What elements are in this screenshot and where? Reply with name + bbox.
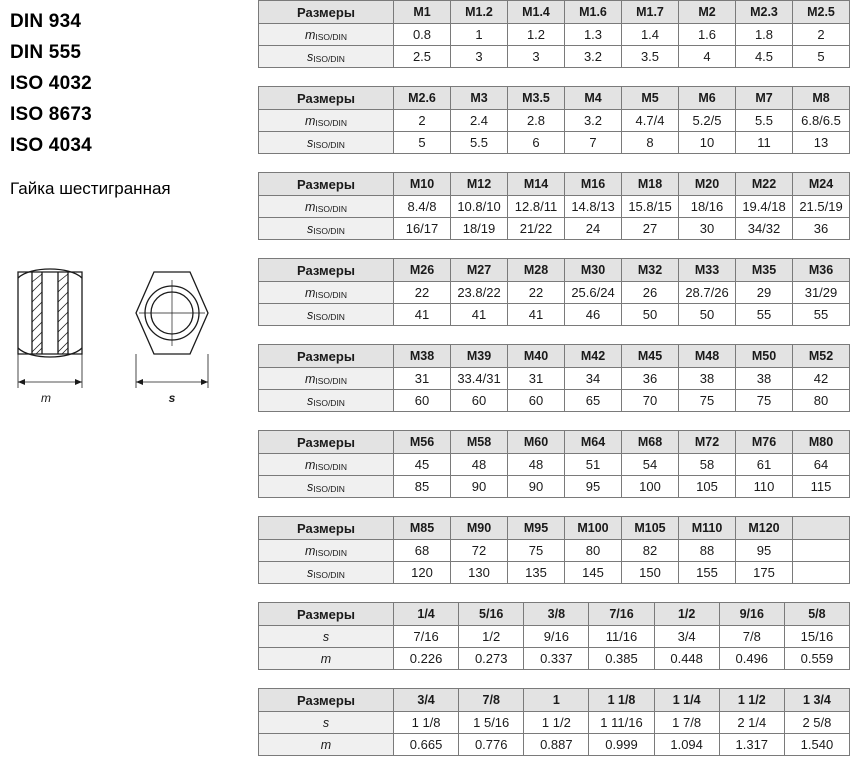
- dimension-table: [258, 86, 850, 154]
- table-cell: 45: [394, 454, 451, 476]
- column-header: M24: [793, 173, 850, 196]
- table-row: [259, 562, 850, 584]
- table-cell: 34: [565, 368, 622, 390]
- column-header: M58: [451, 431, 508, 454]
- table-cell: 26: [622, 282, 679, 304]
- table-cell: 115: [793, 476, 850, 498]
- table-cell: 28.7/26: [679, 282, 736, 304]
- table-cell: 5.5: [451, 132, 508, 154]
- table-header-row: [259, 603, 850, 626]
- table-cell: 54: [622, 454, 679, 476]
- column-header: 1/2: [654, 603, 719, 626]
- dimension-table: [258, 258, 850, 326]
- column-header: M7: [736, 87, 793, 110]
- row-label: mISO/DIN: [259, 282, 394, 304]
- column-header: M1.7: [622, 1, 679, 24]
- table-cell: 64: [793, 454, 850, 476]
- dimension-table: [258, 688, 850, 756]
- table-cell: 3/4: [654, 626, 719, 648]
- table-cell: 31: [394, 368, 451, 390]
- table-cell: 95: [565, 476, 622, 498]
- table-cell: 27: [622, 218, 679, 240]
- dimension-table: [258, 172, 850, 240]
- column-header: M1.2: [451, 1, 508, 24]
- column-header: M68: [622, 431, 679, 454]
- column-header: M38: [394, 345, 451, 368]
- table-cell: 1.6: [679, 24, 736, 46]
- column-header: M120: [736, 517, 793, 540]
- table-cell: 75: [679, 390, 736, 412]
- row-label: m: [259, 734, 394, 756]
- table-row: [259, 110, 850, 132]
- table-cell: 19.4/18: [736, 196, 793, 218]
- column-header: 3/8: [524, 603, 589, 626]
- table-cell: 0.8: [394, 24, 451, 46]
- table-row: [259, 24, 850, 46]
- hex-nut-drawing: [8, 242, 240, 412]
- table-cell: 80: [565, 540, 622, 562]
- table-cell: 1 7/8: [654, 712, 719, 734]
- table-cell: 2: [394, 110, 451, 132]
- column-header: M36: [793, 259, 850, 282]
- table-cell: [793, 540, 850, 562]
- table-cell: 6: [508, 132, 565, 154]
- table-cell: 0.385: [589, 648, 654, 670]
- row-label: s: [259, 626, 394, 648]
- column-header: M1: [394, 1, 451, 24]
- table-cell: 10.8/10: [451, 196, 508, 218]
- table-cell: 4.5: [736, 46, 793, 68]
- table-cell: 85: [394, 476, 451, 498]
- row-label: sISO/DIN: [259, 46, 394, 68]
- table-cell: 10: [679, 132, 736, 154]
- table-cell: 3: [508, 46, 565, 68]
- left-info-panel: [0, 0, 250, 716]
- table-cell: 90: [451, 476, 508, 498]
- dimension-table: [258, 430, 850, 498]
- table-header-row: [259, 431, 850, 454]
- table-header-row: [259, 345, 850, 368]
- table-cell: 38: [679, 368, 736, 390]
- table-cell: 13: [793, 132, 850, 154]
- row-label: mISO/DIN: [259, 368, 394, 390]
- standard-item: ISO 4032: [10, 73, 92, 94]
- table-cell: 82: [622, 540, 679, 562]
- column-header: M64: [565, 431, 622, 454]
- column-header: M80: [793, 431, 850, 454]
- row-label: sISO/DIN: [259, 562, 394, 584]
- table-cell: 12.8/11: [508, 196, 565, 218]
- table-cell: 5.2/5: [679, 110, 736, 132]
- column-header: M2.5: [793, 1, 850, 24]
- table-row: [259, 282, 850, 304]
- table-cell: 3.5: [622, 46, 679, 68]
- table-cell: 11/16: [589, 626, 654, 648]
- table-header-row: [259, 689, 850, 712]
- table-cell: 60: [394, 390, 451, 412]
- column-header: M18: [622, 173, 679, 196]
- column-header: 1 1/4: [654, 689, 719, 712]
- table-cell: 75: [508, 540, 565, 562]
- table-cell: 21.5/19: [793, 196, 850, 218]
- column-header: 1: [524, 689, 589, 712]
- row-label: mISO/DIN: [259, 24, 394, 46]
- table-cell: 0.337: [524, 648, 589, 670]
- column-header: M105: [622, 517, 679, 540]
- column-header: M60: [508, 431, 565, 454]
- table-row: [259, 304, 850, 326]
- table-cell: 80: [793, 390, 850, 412]
- column-header: M45: [622, 345, 679, 368]
- table-cell: 105: [679, 476, 736, 498]
- table-cell: 100: [622, 476, 679, 498]
- table-cell: 1.3: [565, 24, 622, 46]
- column-header: M95: [508, 517, 565, 540]
- column-header: M5: [622, 87, 679, 110]
- table-cell: 95: [736, 540, 793, 562]
- table-cell: 1/2: [459, 626, 524, 648]
- table-cell: 7: [565, 132, 622, 154]
- table-cell: 7/8: [719, 626, 784, 648]
- table-cell: 90: [508, 476, 565, 498]
- dimension-table: [258, 602, 850, 670]
- table-header-label: Размеры: [259, 1, 394, 24]
- table-cell: 58: [679, 454, 736, 476]
- column-header: M33: [679, 259, 736, 282]
- table-cell: 34/32: [736, 218, 793, 240]
- column-header: M27: [451, 259, 508, 282]
- table-cell: 60: [508, 390, 565, 412]
- column-header: M76: [736, 431, 793, 454]
- table-header-label: Размеры: [259, 259, 394, 282]
- column-header: M50: [736, 345, 793, 368]
- standards-list: [0, 0, 250, 161]
- table-row: [259, 454, 850, 476]
- row-label: sISO/DIN: [259, 132, 394, 154]
- table-cell: 29: [736, 282, 793, 304]
- table-row: [259, 218, 850, 240]
- table-cell: 1.4: [622, 24, 679, 46]
- table-cell: 130: [451, 562, 508, 584]
- row-label: sISO/DIN: [259, 304, 394, 326]
- column-header: M22: [736, 173, 793, 196]
- table-cell: 65: [565, 390, 622, 412]
- table-row: [259, 368, 850, 390]
- column-header: M6: [679, 87, 736, 110]
- column-header: M1.6: [565, 1, 622, 24]
- column-header: [793, 517, 850, 540]
- table-cell: 5: [793, 46, 850, 68]
- table-header-label: Размеры: [259, 87, 394, 110]
- table-cell: 50: [679, 304, 736, 326]
- row-label: sISO/DIN: [259, 476, 394, 498]
- table-cell: 15.8/15: [622, 196, 679, 218]
- row-label: mISO/DIN: [259, 540, 394, 562]
- table-cell: 22: [394, 282, 451, 304]
- table-header-label: Размеры: [259, 173, 394, 196]
- column-header: M56: [394, 431, 451, 454]
- hex-nut-drawing-svg: [8, 242, 240, 412]
- table-cell: 3: [451, 46, 508, 68]
- table-cell: 68: [394, 540, 451, 562]
- column-header: M2.3: [736, 1, 793, 24]
- table-row: [259, 46, 850, 68]
- table-cell: 6.8/6.5: [793, 110, 850, 132]
- table-cell: 60: [451, 390, 508, 412]
- column-header: M30: [565, 259, 622, 282]
- table-cell: 7/16: [394, 626, 459, 648]
- column-header: M42: [565, 345, 622, 368]
- table-cell: 3.2: [565, 46, 622, 68]
- table-cell: 1 1/8: [394, 712, 459, 734]
- table-row: [259, 734, 850, 756]
- table-cell: 110: [736, 476, 793, 498]
- table-cell: 0.999: [589, 734, 654, 756]
- table-cell: 1: [451, 24, 508, 46]
- table-cell: 2.5: [394, 46, 451, 68]
- column-header: M110: [679, 517, 736, 540]
- table-cell: 0.448: [654, 648, 719, 670]
- table-cell: 155: [679, 562, 736, 584]
- table-cell: 11: [736, 132, 793, 154]
- table-cell: 14.8/13: [565, 196, 622, 218]
- column-header: M20: [679, 173, 736, 196]
- table-cell: 88: [679, 540, 736, 562]
- column-header: M3: [451, 87, 508, 110]
- table-cell: 72: [451, 540, 508, 562]
- table-row: [259, 626, 850, 648]
- table-cell: 16/17: [394, 218, 451, 240]
- column-header: M52: [793, 345, 850, 368]
- table-cell: 0.496: [719, 648, 784, 670]
- standard-item: ISO 8673: [10, 104, 92, 125]
- column-header: 9/16: [719, 603, 784, 626]
- table-cell: 48: [508, 454, 565, 476]
- column-header: M39: [451, 345, 508, 368]
- table-cell: [793, 562, 850, 584]
- column-header: M40: [508, 345, 565, 368]
- table-cell: 46: [565, 304, 622, 326]
- column-header: M10: [394, 173, 451, 196]
- table-cell: 0.665: [394, 734, 459, 756]
- table-cell: 135: [508, 562, 565, 584]
- row-label: sISO/DIN: [259, 218, 394, 240]
- table-cell: 18/16: [679, 196, 736, 218]
- table-cell: 8.4/8: [394, 196, 451, 218]
- table-cell: 1 11/16: [589, 712, 654, 734]
- dimension-label-s: s: [168, 391, 176, 405]
- column-header: M85: [394, 517, 451, 540]
- table-cell: 1.540: [784, 734, 849, 756]
- table-cell: 8: [622, 132, 679, 154]
- table-cell: 120: [394, 562, 451, 584]
- table-cell: 5: [394, 132, 451, 154]
- table-cell: 31: [508, 368, 565, 390]
- table-cell: 175: [736, 562, 793, 584]
- standard-item: DIN 934: [10, 11, 82, 32]
- table-cell: 1.2: [508, 24, 565, 46]
- dimension-label-m: m: [41, 391, 51, 405]
- table-cell: 0.273: [459, 648, 524, 670]
- table-cell: 41: [394, 304, 451, 326]
- column-header: M100: [565, 517, 622, 540]
- table-cell: 25.6/24: [565, 282, 622, 304]
- row-label: sISO/DIN: [259, 390, 394, 412]
- table-row: [259, 196, 850, 218]
- table-cell: 5.5: [736, 110, 793, 132]
- table-cell: 51: [565, 454, 622, 476]
- row-label: mISO/DIN: [259, 454, 394, 476]
- table-cell: 1.094: [654, 734, 719, 756]
- column-header: M12: [451, 173, 508, 196]
- table-cell: 0.776: [459, 734, 524, 756]
- row-label: mISO/DIN: [259, 110, 394, 132]
- table-row: [259, 132, 850, 154]
- row-label: s: [259, 712, 394, 734]
- table-cell: 0.226: [394, 648, 459, 670]
- table-header-row: [259, 517, 850, 540]
- table-row: [259, 648, 850, 670]
- column-header: 1 1/2: [719, 689, 784, 712]
- dimension-tables: [258, 0, 854, 774]
- table-header-label: Размеры: [259, 517, 394, 540]
- table-cell: 61: [736, 454, 793, 476]
- column-header: M32: [622, 259, 679, 282]
- dimension-table: [258, 0, 850, 68]
- standard-item: DIN 555: [10, 42, 82, 63]
- column-header: M35: [736, 259, 793, 282]
- column-header: M26: [394, 259, 451, 282]
- table-cell: 41: [451, 304, 508, 326]
- table-cell: 2 1/4: [719, 712, 784, 734]
- column-header: 7/8: [459, 689, 524, 712]
- column-header: M14: [508, 173, 565, 196]
- column-header: 1 3/4: [784, 689, 849, 712]
- column-header: M16: [565, 173, 622, 196]
- table-cell: 4: [679, 46, 736, 68]
- dimension-table: [258, 344, 850, 412]
- table-cell: 55: [793, 304, 850, 326]
- table-cell: 21/22: [508, 218, 565, 240]
- table-cell: 50: [622, 304, 679, 326]
- table-cell: 1.317: [719, 734, 784, 756]
- table-cell: 24: [565, 218, 622, 240]
- table-header-label: Размеры: [259, 431, 394, 454]
- table-cell: 1 5/16: [459, 712, 524, 734]
- table-header-row: [259, 1, 850, 24]
- table-cell: 2.8: [508, 110, 565, 132]
- table-cell: 42: [793, 368, 850, 390]
- table-cell: 145: [565, 562, 622, 584]
- column-header: 7/16: [589, 603, 654, 626]
- column-header: M48: [679, 345, 736, 368]
- table-header-row: [259, 259, 850, 282]
- table-cell: 18/19: [451, 218, 508, 240]
- table-cell: 4.7/4: [622, 110, 679, 132]
- table-cell: 3.2: [565, 110, 622, 132]
- table-cell: 0.559: [784, 648, 849, 670]
- table-row: [259, 540, 850, 562]
- table-cell: 9/16: [524, 626, 589, 648]
- table-cell: 36: [793, 218, 850, 240]
- table-cell: 0.887: [524, 734, 589, 756]
- table-header-label: Размеры: [259, 689, 394, 712]
- table-cell: 55: [736, 304, 793, 326]
- column-header: 5/16: [459, 603, 524, 626]
- table-cell: 41: [508, 304, 565, 326]
- column-header: 1 1/8: [589, 689, 654, 712]
- table-cell: 48: [451, 454, 508, 476]
- table-cell: 22: [508, 282, 565, 304]
- table-header-row: [259, 87, 850, 110]
- table-cell: 70: [622, 390, 679, 412]
- table-cell: 1.8: [736, 24, 793, 46]
- table-row: [259, 712, 850, 734]
- table-cell: 38: [736, 368, 793, 390]
- table-cell: 2: [793, 24, 850, 46]
- table-header-label: Размеры: [259, 345, 394, 368]
- table-cell: 150: [622, 562, 679, 584]
- table-cell: 33.4/31: [451, 368, 508, 390]
- row-label: mISO/DIN: [259, 196, 394, 218]
- table-cell: 23.8/22: [451, 282, 508, 304]
- column-header: 3/4: [394, 689, 459, 712]
- column-header: M8: [793, 87, 850, 110]
- column-header: M72: [679, 431, 736, 454]
- table-cell: 2 5/8: [784, 712, 849, 734]
- table-row: [259, 476, 850, 498]
- table-cell: 31/29: [793, 282, 850, 304]
- column-header: M3.5: [508, 87, 565, 110]
- table-header-label: Размеры: [259, 603, 394, 626]
- column-header: M28: [508, 259, 565, 282]
- table-header-row: [259, 173, 850, 196]
- dimension-table: [258, 516, 850, 584]
- column-header: M1.4: [508, 1, 565, 24]
- column-header: M4: [565, 87, 622, 110]
- row-label: m: [259, 648, 394, 670]
- product-name: Гайка шестигранная: [10, 179, 171, 198]
- column-header: M2: [679, 1, 736, 24]
- table-cell: 2.4: [451, 110, 508, 132]
- column-header: M2.6: [394, 87, 451, 110]
- column-header: 1/4: [394, 603, 459, 626]
- table-cell: 30: [679, 218, 736, 240]
- table-cell: 75: [736, 390, 793, 412]
- standard-item: ISO 4034: [10, 135, 92, 156]
- column-header: 5/8: [784, 603, 849, 626]
- table-cell: 1 1/2: [524, 712, 589, 734]
- table-cell: 15/16: [784, 626, 849, 648]
- table-row: [259, 390, 850, 412]
- column-header: M90: [451, 517, 508, 540]
- table-cell: 36: [622, 368, 679, 390]
